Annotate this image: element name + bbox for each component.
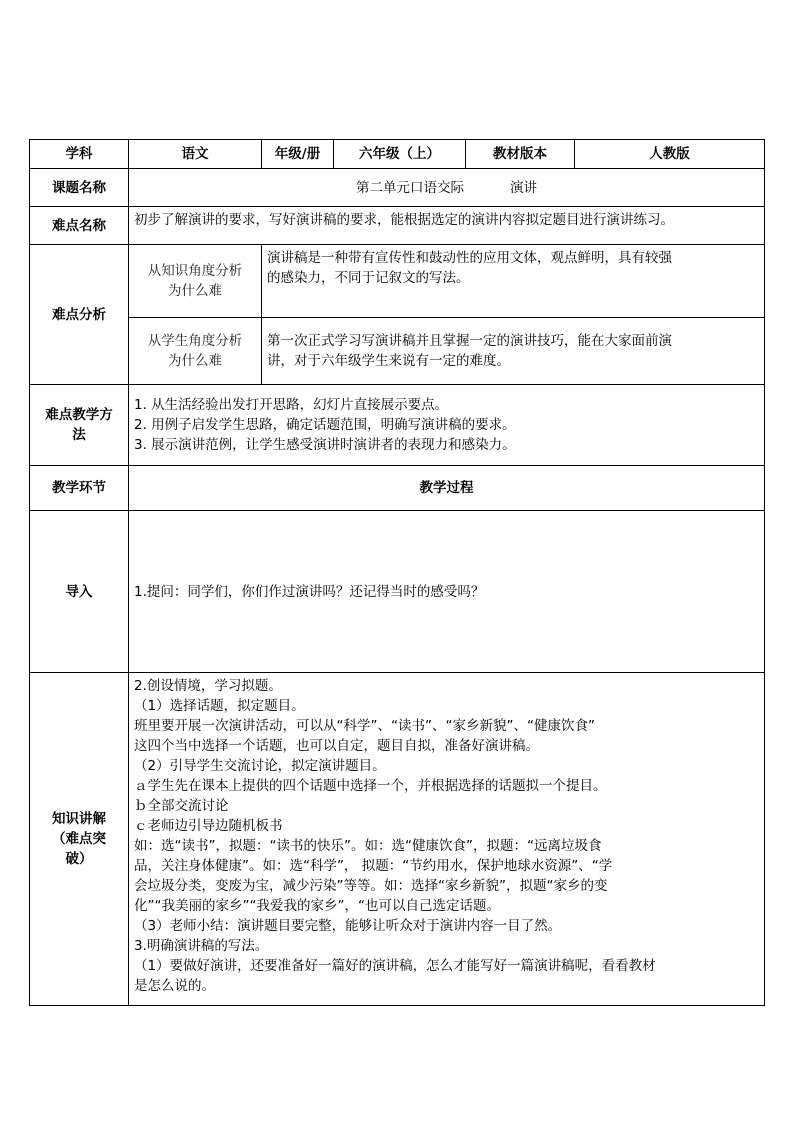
method-item: 2. 用例子启发学生思路，确定话题范围，明确写演讲稿的要求。 bbox=[134, 417, 516, 433]
intro-text bbox=[129, 511, 765, 673]
knowledge-line: 班里要开展一次演讲活动，可以从“科学”、“读书”、“家乡新貌”、“健康饮食” bbox=[134, 718, 595, 734]
difficulty-text: 初步了解演讲的要求，写好演讲稿的要求，能根据选定的演讲内容拟定题目进行演讲练习。 bbox=[134, 212, 674, 228]
method-row bbox=[30, 385, 765, 466]
knowledge-line: 品，关注身体健康”。如：选“科学”， 拟题：“节约用水，保护地球水资源”、“学 bbox=[134, 858, 613, 874]
difficulty-label: 难点名称 bbox=[30, 207, 129, 245]
topic-value-part2: 演讲 bbox=[510, 179, 537, 196]
knowledge-angle-label-line2: 为什么难 bbox=[168, 283, 222, 299]
student-angle-label bbox=[129, 318, 262, 385]
header-row bbox=[30, 140, 765, 169]
knowledge-angle-label-line1: 从知识角度分析 bbox=[147, 263, 243, 279]
intro-question: 1.提问：同学们，你们作过演讲吗？还记得当时的感受吗？ bbox=[134, 583, 485, 600]
knowledge-line: 3.明确演讲稿的写法。 bbox=[134, 938, 269, 954]
intro-label: 导入 bbox=[30, 511, 129, 673]
knowledge-line: ｂ全部交流讨论 bbox=[134, 798, 229, 814]
knowledge-label-line1: 知识讲解 bbox=[52, 811, 106, 827]
knowledge-content bbox=[129, 673, 765, 1006]
difficulty-value bbox=[129, 207, 765, 245]
knowledge-line: ａ学生先在课本上提供的四个话题中选择一个，并根据选择的话题拟一个提目。 bbox=[134, 778, 607, 794]
method-item: 1. 从生活经验出发打开思路，幻灯片直接展示要点。 bbox=[134, 397, 449, 413]
knowledge-line: 2.创设情境，学习拟题。 bbox=[134, 678, 282, 694]
knowledge-angle-text-line1: 演讲稿是一种带有宣传性和鼓动性的应用文体，观点鲜明，具有较强 bbox=[267, 250, 672, 266]
lesson-plan-table bbox=[29, 139, 765, 1006]
process-header-row bbox=[30, 466, 765, 511]
analysis-student-row bbox=[30, 318, 765, 385]
analysis-knowledge-row bbox=[30, 245, 765, 318]
student-angle-text-line1: 第一次正式学习写演讲稿并且掌握一定的演讲技巧，能在大家面前演 bbox=[267, 333, 672, 349]
stage-column-header: 教学环节 bbox=[30, 466, 129, 511]
knowledge-angle-label bbox=[129, 245, 262, 318]
method-item: 3. 展示演讲范例，让学生感受演讲时演讲者的表现力和感染力。 bbox=[134, 437, 516, 453]
knowledge-line: 如：选“读书”，拟题：“读书的快乐”。如：选“健康饮食”，拟题：“远离垃圾食 bbox=[134, 838, 602, 854]
method-label-line1: 难点教学方 bbox=[45, 407, 113, 423]
edition-label: 教材版本 bbox=[466, 140, 575, 169]
knowledge-label bbox=[30, 673, 129, 1006]
knowledge-line: （3）老师小结：演讲题目要完整，能够让听众对于演讲内容一目了然。 bbox=[134, 918, 562, 934]
edition-value: 人教版 bbox=[575, 140, 765, 169]
grade-label: 年级/册 bbox=[262, 140, 334, 169]
knowledge-line: 化”“我美丽的家乡”“我爱我的家乡”，“也可以自己选定话题。 bbox=[134, 898, 500, 914]
knowledge-line: 这四个当中选择一个话题，也可以自定，题目自拟，准备好演讲稿。 bbox=[134, 738, 539, 754]
topic-label: 课题名称 bbox=[30, 169, 129, 207]
analysis-label: 难点分析 bbox=[30, 245, 129, 385]
method-label bbox=[30, 385, 129, 466]
knowledge-line: 会垃圾分类，变废为宝，减少污染”等等。如：选择“家乡新貌”，拟题“家乡的变 bbox=[134, 878, 608, 894]
topic-value-part1: 第二单元口语交际 bbox=[356, 179, 464, 196]
student-angle-label-line2: 为什么难 bbox=[168, 353, 222, 369]
knowledge-label-line2: （难点突 bbox=[52, 831, 106, 847]
intro-row bbox=[30, 511, 765, 673]
subject-label: 学科 bbox=[30, 140, 129, 169]
knowledge-line: （2）引导学生交流讨论，拟定演讲题目。 bbox=[134, 758, 386, 774]
knowledge-angle-text-line2: 的感染力，不同于记叙文的写法。 bbox=[267, 270, 470, 286]
difficulty-row bbox=[30, 207, 765, 245]
student-angle-text-line2: 讲，对于六年级学生来说有一定的难度。 bbox=[267, 353, 510, 369]
grade-value: 六年级（上） bbox=[334, 140, 466, 169]
knowledge-angle-text bbox=[262, 245, 765, 318]
knowledge-line: （1）选择话题，拟定题目。 bbox=[134, 698, 305, 714]
knowledge-line: （1）要做好演讲，还要准备好一篇好的演讲稿，怎么才能写好一篇演讲稿呢，看看教材 bbox=[134, 958, 656, 974]
method-label-line2: 法 bbox=[72, 427, 86, 443]
knowledge-row bbox=[30, 673, 765, 1006]
knowledge-line: 是怎么说的。 bbox=[134, 978, 215, 994]
knowledge-label-line3: 破） bbox=[65, 851, 93, 867]
method-list bbox=[129, 385, 765, 466]
student-angle-text bbox=[262, 318, 765, 385]
subject-value: 语文 bbox=[129, 140, 262, 169]
student-angle-label-line1: 从学生角度分析 bbox=[147, 333, 243, 349]
process-column-header: 教学过程 bbox=[129, 466, 765, 511]
topic-value bbox=[129, 169, 765, 207]
knowledge-line: ｃ老师边引导边随机板书 bbox=[134, 818, 283, 834]
topic-row bbox=[30, 169, 765, 207]
